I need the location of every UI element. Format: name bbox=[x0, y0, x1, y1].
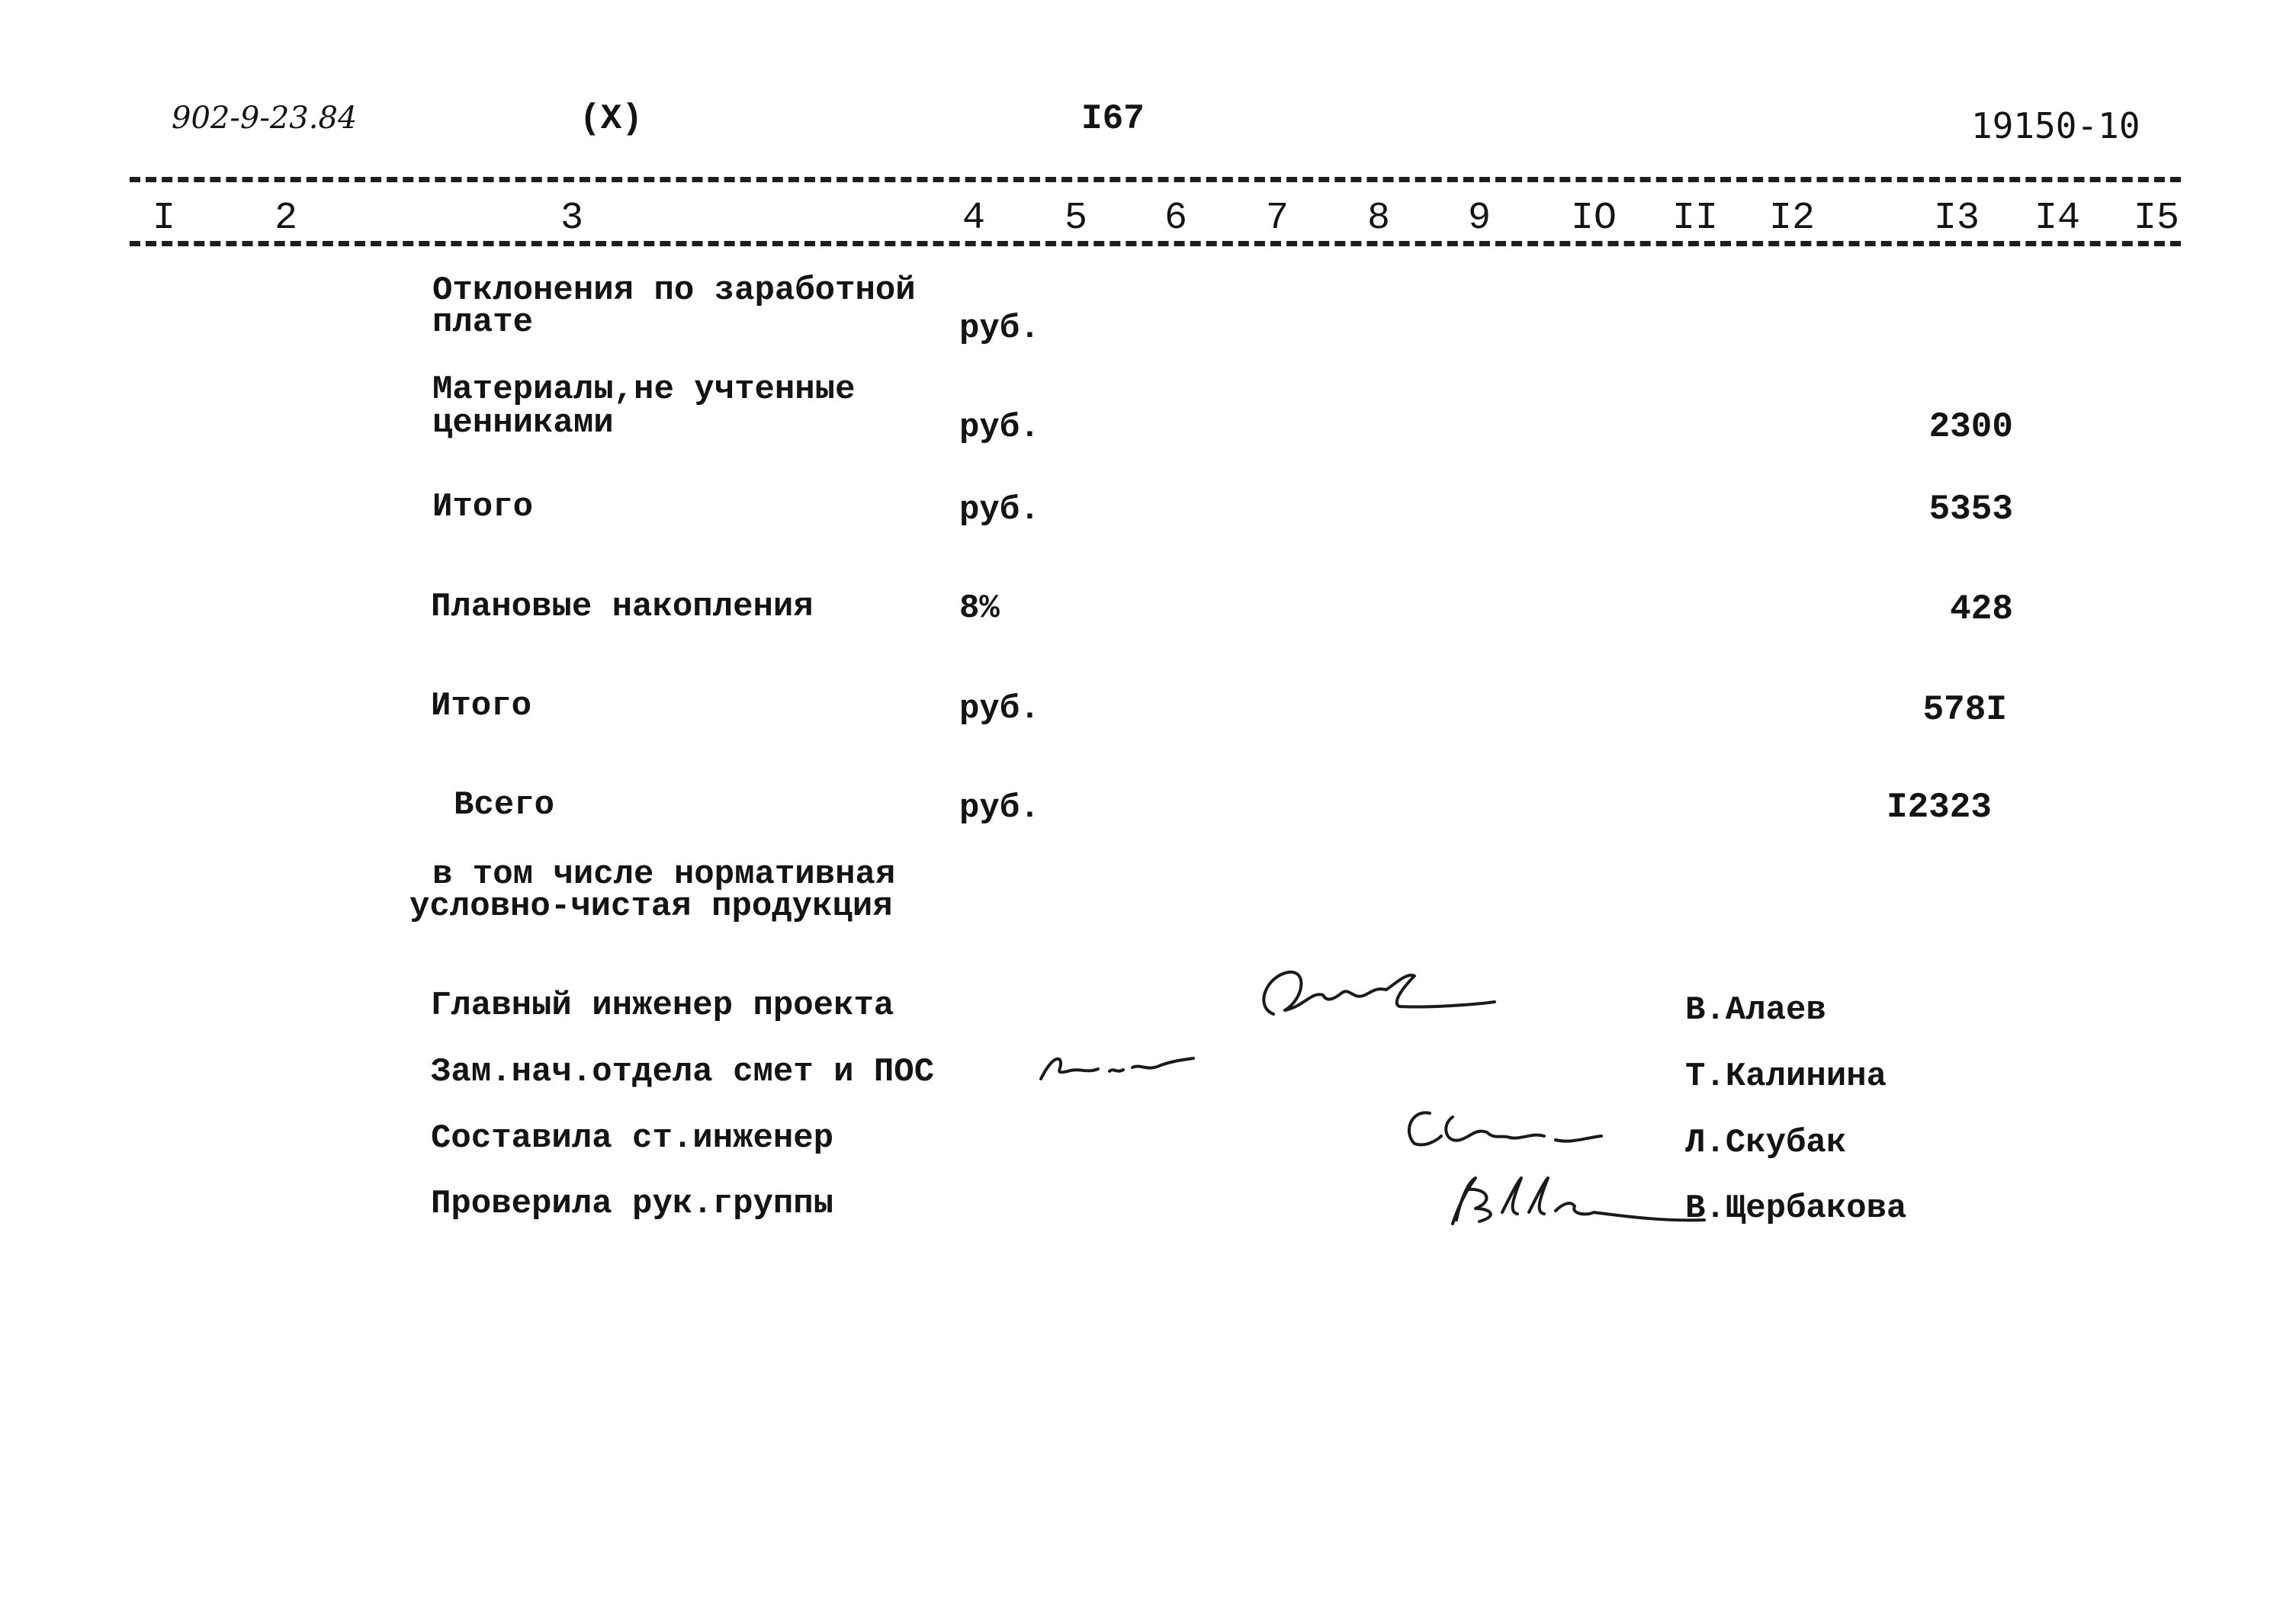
signature-name: В.Щербакова bbox=[1685, 1189, 1907, 1228]
column-number: I5 bbox=[2134, 197, 2180, 240]
row-unit: руб. bbox=[959, 789, 1040, 827]
signature-handwritten-skubak bbox=[1395, 1098, 1624, 1167]
header-top-rule bbox=[130, 177, 2181, 182]
row-label-line1: Итого bbox=[431, 687, 532, 725]
column-number: 2 bbox=[275, 197, 298, 240]
column-number: 3 bbox=[560, 197, 584, 240]
row-value: I2323 bbox=[1886, 788, 1992, 827]
column-number: II bbox=[1672, 197, 1719, 240]
signature-handwritten-alaev bbox=[1251, 953, 1502, 1037]
row-unit: руб. bbox=[959, 491, 1040, 529]
column-number: I3 bbox=[1934, 197, 1980, 240]
row-label-line2: условно-чистая продукция bbox=[409, 888, 893, 926]
column-number: 5 bbox=[1065, 197, 1088, 240]
row-value: 5353 bbox=[1928, 490, 2013, 529]
column-number: 7 bbox=[1266, 197, 1289, 240]
column-number: 4 bbox=[962, 197, 986, 240]
signature-name: Т.Калинина bbox=[1685, 1058, 1887, 1096]
row-unit: руб. bbox=[959, 690, 1040, 728]
row-label-line1: Всего bbox=[454, 786, 555, 824]
page-number: I67 bbox=[1081, 99, 1145, 139]
column-number: I2 bbox=[1769, 197, 1816, 240]
row-label-line1: Отклонения по заработной bbox=[432, 271, 916, 310]
archive-number: 19150-10 bbox=[1971, 105, 2140, 146]
signature-position: Зам.нач.отдела смет и ПОС bbox=[431, 1053, 935, 1091]
column-number: I bbox=[153, 197, 176, 240]
signature-name: В.Алаев bbox=[1685, 991, 1826, 1029]
part-marker: (X) bbox=[580, 99, 643, 139]
signature-position: Проверила рук.группы bbox=[431, 1185, 834, 1223]
row-label-line1: Плановые накопления bbox=[431, 588, 814, 626]
column-number: 8 bbox=[1367, 197, 1391, 240]
column-number: I4 bbox=[2034, 197, 2081, 240]
row-unit: руб. bbox=[959, 310, 1040, 348]
signature-position: Составила ст.инженер bbox=[431, 1119, 834, 1157]
row-unit: руб. bbox=[959, 409, 1040, 447]
row-label-line1: Материалы,не учтенные bbox=[432, 371, 856, 409]
column-number: 6 bbox=[1164, 197, 1188, 240]
document-code: 902-9-23.84 bbox=[172, 101, 358, 136]
column-number: IO bbox=[1571, 197, 1617, 240]
row-unit: 8% bbox=[959, 589, 1000, 628]
row-label-line2: плате bbox=[432, 303, 534, 342]
row-label-line1: в том числе нормативная bbox=[432, 855, 896, 894]
row-label-line1: Итого bbox=[432, 488, 534, 526]
row-value: 578I bbox=[1922, 690, 2007, 730]
signature-name: Л.Скубак bbox=[1685, 1124, 1847, 1162]
row-value: 2300 bbox=[1928, 407, 2013, 447]
row-label-line2: ценниками bbox=[432, 404, 614, 442]
column-number: 9 bbox=[1468, 197, 1492, 240]
signature-handwritten-shcherbakova bbox=[1434, 1167, 1708, 1235]
row-value: 428 bbox=[1950, 589, 2013, 629]
signature-handwritten-kalinina bbox=[1033, 1045, 1201, 1090]
signature-position: Главный инженер проекта bbox=[431, 987, 894, 1025]
header-bottom-rule bbox=[130, 241, 2181, 246]
